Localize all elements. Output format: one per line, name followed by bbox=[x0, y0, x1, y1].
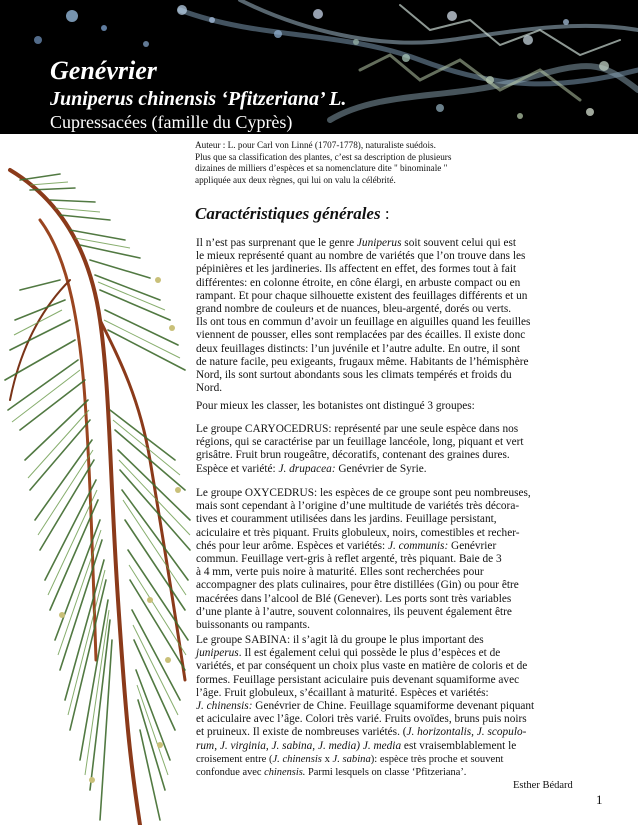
juniper-branch-illustration bbox=[0, 160, 195, 825]
plant-family: Cupressacées (famille du Cyprès) bbox=[50, 112, 293, 132]
author-note bbox=[195, 140, 475, 186]
text-line: buissonants ou rampants. bbox=[196, 619, 310, 632]
text-line: rum, J. virginia, J. sabina, J. media) J. media est vraisemblablement le bbox=[196, 739, 517, 752]
text-line: différentes: en colonne étroite, en cône élargi, en arbuste compact ou en bbox=[196, 276, 521, 289]
section-heading-colon: : bbox=[380, 204, 390, 223]
text-line: le mieux représenté quant au nombre de variétés que l’on trouve dans les bbox=[196, 250, 526, 263]
text-line: à 4 mm, verte puis noire à maturité. Elles sont recherchées pour bbox=[196, 566, 484, 579]
text-line: Nord. bbox=[196, 382, 223, 395]
oxycedrus-paragraph bbox=[196, 487, 572, 632]
text-line: deux feuillages distincts: l’un juvénile et l’autre adulte. En outre, il sont bbox=[196, 342, 521, 355]
text-line: d’une plante à l’autre, souvent colonnaires, ils peuvent également être bbox=[196, 605, 512, 618]
text-line: pépinières et les jardineries. Ils affectent en effet, des formes tout à fait bbox=[196, 263, 517, 276]
caryocedrus-paragraph bbox=[196, 423, 572, 476]
text-line: et pruineux. Il existe de nombreuses variétés. (J. horizontalis, J. scopulo- bbox=[196, 726, 527, 739]
groups-intro-paragraph bbox=[196, 400, 572, 413]
author-note-line: appliquée aux deux règnes, qui lui on valu la célébrité. bbox=[195, 174, 396, 185]
text-line: rampant. Et pour chaque silhouette existent des feuillages différents et un bbox=[196, 289, 528, 302]
section-heading-text: Caractéristiques générales bbox=[195, 204, 381, 223]
text-line: régions, qui se caractérise par un feuillage lancéole, long, piquant et vert bbox=[196, 436, 524, 449]
text-line: variétés, et par conséquent un choix plus vaste en matière de coloris et de bbox=[196, 660, 528, 673]
text-line: Le groupe SABINA: il s’agit là du groupe le plus important des bbox=[196, 634, 484, 646]
sabina-paragraph bbox=[196, 634, 572, 779]
text-line: Pour mieux les classer, les botanistes ont distingué 3 groupes: bbox=[196, 400, 475, 412]
text-line: J. chinensis: Genévrier de Chine. Feuillage squamiforme devenant piquant bbox=[196, 700, 535, 713]
text-line: Nord, ils sont surtout abondants sous les climats tempérés et froids du bbox=[196, 369, 512, 382]
text-line: aciculaire et très piquant. Fruits globuleux, noirs, comestibles et recher- bbox=[196, 526, 520, 539]
header-banner bbox=[0, 0, 638, 134]
text-line: Espèce et variété: J. drupacea: Genévrier de Syrie. bbox=[196, 462, 427, 475]
text-line: Il n’est pas surprenant que le genre Juniperus soit souvent celui qui est bbox=[196, 237, 517, 249]
text-line: tives et couramment utilisées dans les jardins. Feuillage persistant, bbox=[196, 513, 497, 526]
text-line: viennent de pousser, elles sont remplacées par des écailles. Il existe donc bbox=[196, 329, 526, 342]
text-line: grand nombre de couleurs et de nuances, bleu-argenté, dorés ou verts. bbox=[196, 303, 512, 316]
text-line: commun. Feuillage vert-gris à reflet argenté, très piquant. Baie de 3 bbox=[196, 553, 502, 566]
intro-paragraph bbox=[196, 237, 572, 395]
text-line: Le groupe CARYOCEDRUS: représenté par une seule espèce dans nos bbox=[196, 423, 519, 435]
author-note-line: Plus que sa classification des plantes, c’est sa description de plusieurs bbox=[195, 151, 452, 162]
section-heading bbox=[195, 204, 390, 224]
author-signature: Esther Bédard bbox=[513, 780, 573, 791]
text-line: Ils ont tous en commun d’avoir un feuillage en aiguilles quand les feuilles bbox=[196, 316, 531, 329]
text-line: et aciculaire avec l’âge. Colori très varié. Fruits ovoïdes, bruns puis noirs bbox=[196, 713, 527, 726]
text-line: grisâtre. Fruit brun rougeâtre, décoratifs, contenant des graines dures. bbox=[196, 449, 510, 462]
text-line: formes. Feuillage persistant aciculaire puis devenant squamiforme avec bbox=[196, 673, 520, 686]
page-number: 1 bbox=[596, 792, 603, 807]
text-line: accompagner des plats culinaires, pour être distillées (Gin) ou pour être bbox=[196, 579, 519, 592]
text-line: chés pour leur arôme. Espèces et variétés: J. communis: Genévrier bbox=[196, 539, 497, 552]
text-line: de nature facile, peu exigeants, frugaux même. Habitants de l’hémisphère bbox=[196, 355, 529, 368]
text-line: l’âge. Fruit globuleux, s’écaillant à maturité. Espèces et variétés: bbox=[196, 686, 489, 699]
text-line: Le groupe OXYCEDRUS: les espèces de ce groupe sont peu nombreuses, bbox=[196, 487, 531, 499]
text-line: confondue avec chinensis. Parmi lesquels on classe ‘Pfitzeriana’. bbox=[196, 767, 467, 779]
text-line: juniperus. Il est également celui qui possède le plus d’espèces et de bbox=[196, 647, 501, 660]
author-note-line: Auteur : L. pour Carl von Linné (1707-1778), naturaliste suédois. bbox=[195, 140, 436, 150]
text-line: mais sont cependant à l’origine d’une multitude de variétés très décora- bbox=[196, 500, 520, 513]
scientific-name: Juniperus chinensis ‘Pfitzeriana’ L. bbox=[50, 88, 347, 110]
page-title: Genévrier bbox=[50, 56, 157, 85]
text-line: croisement entre (J. chinensis x J. sabina): espèce très proche et souvent bbox=[196, 753, 504, 765]
author-note-line: dizaines de milliers d’espèces et sa nomenclature dite " binominale " bbox=[195, 163, 448, 173]
text-line: macérées dans l’alcool de Blé (Genever). Les ports sont très variables bbox=[196, 592, 512, 605]
